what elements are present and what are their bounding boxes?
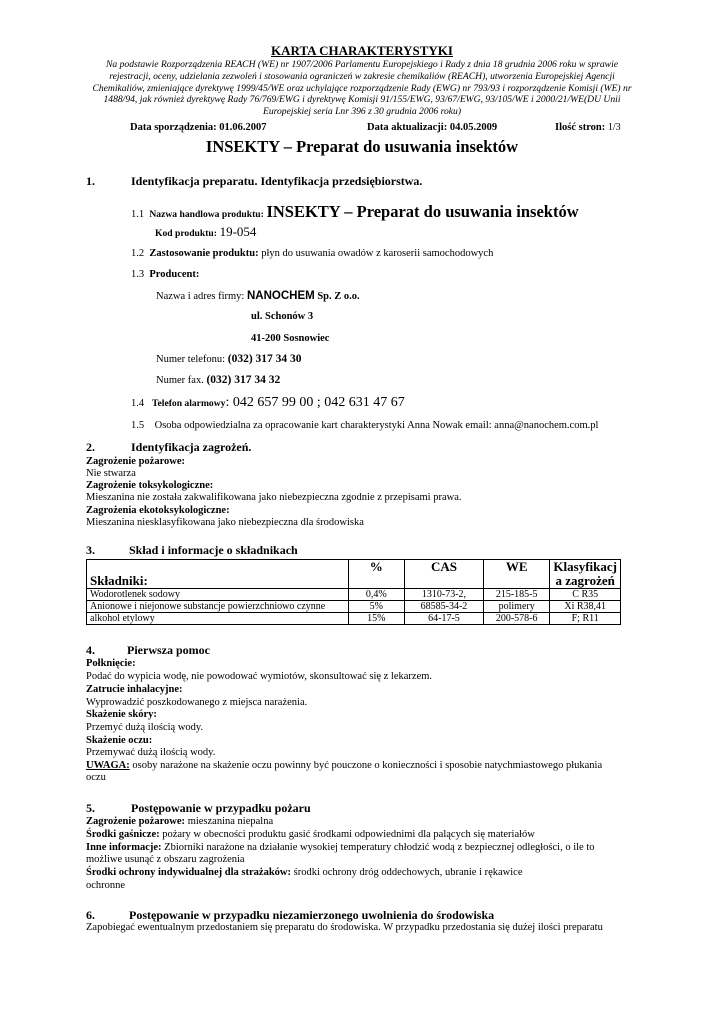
ppe-value: środki ochrony dróg oddechowych, ubranie i rękawice [291, 867, 523, 878]
section-4-title: Pierwsza pomoc [127, 643, 210, 657]
company-brand: NANOCHEM [246, 290, 315, 302]
extinguishing-label: Środki gaśnicze: [86, 829, 160, 840]
tox-hazard-value: Mieszanina nie została zakwalifikowana jako niebezpieczna zgodnie z przepisami prawa. [86, 492, 462, 503]
trade-name-value: INSEKTY – Preparat do usuwania insektów [266, 202, 579, 221]
warning-label: UWAGA: [86, 760, 130, 771]
section-4-number: 4. [86, 643, 95, 657]
company-name [156, 290, 360, 302]
eco-hazard-label: Zagrożenia ekotoksykologiczne: [86, 505, 230, 516]
phone-value: (032) 317 34 30 [227, 353, 302, 365]
cell-class: C R35 [550, 589, 621, 601]
document-title: KARTA CHARAKTERYSTYKI [271, 43, 453, 58]
legal-line: Na podstawie Rozporządzenia REACH (WE) nr 1907/2006 Parlamentu Europejskiego i Rady z dnia 18 grudnia 2006 roku w sprawie [106, 59, 618, 70]
cell-name: alkohol etylowy [87, 613, 349, 625]
tox-hazard-label: Zagrożenie toksykologiczne: [86, 480, 214, 491]
item-num: 1.3 [131, 269, 145, 280]
composition-table [86, 559, 621, 625]
fire-hazard-label: Zagrożenie pożarowe: [86, 456, 186, 467]
cell-cas: 1310-73-2, [404, 589, 483, 601]
date-updated: Data aktualizacji: 04.05.2009 [367, 122, 498, 133]
swallow-value: Podać do wypicia wodę, nie powodować wymiotów, skonsultować się z lekarzem. [86, 671, 433, 682]
phone-label: Numer telefonu: [156, 354, 226, 365]
product-code-label: Kod produktu: [155, 228, 217, 239]
item-1-2 [131, 248, 493, 259]
company-street: ul. Schonów 3 [251, 311, 314, 322]
product-code [155, 224, 256, 240]
warning-text: osoby narażone na skażenie oczu powinny być pouczone o konieczności i sposobie natychmiastowego płukania [129, 760, 603, 771]
legal-basis [90, 59, 634, 118]
trade-name-label: Nazwa handlowa produktu: [149, 209, 264, 220]
section-2-title: Identyfikacja zagrożeń. [131, 440, 252, 454]
section-3-title: Skład i informacje o składnikach [129, 543, 298, 557]
other-info-value: Zbiorniki narażone na działanie wysokiej temperatury chłodzić wodą z bezpiecznej odległości, o ile to [161, 842, 595, 853]
ppe-label: Środki ochrony indywidualnej dla strażaków: [86, 867, 291, 878]
inhalation-label: Zatrucie inhalacyjne: [86, 684, 183, 695]
cell-pct: 5% [348, 601, 404, 613]
table-row [87, 613, 621, 625]
table-row [87, 601, 621, 613]
cell-cas: 68585-34-2 [404, 601, 483, 613]
alarm-phone-label: Telefon alarmowy [152, 398, 226, 409]
section-6-number: 6. [86, 908, 95, 922]
usage-value: płyn do usuwania owadów z karoserii samochodowych [261, 248, 494, 259]
date-created: Data sporządzenia: 01.06.2007 [130, 122, 267, 133]
legal-line: Chemikaliów, zmieniające dyrektywę 1999/45/WE oraz uchylające rozporządzenie Rady (EWG) nr 793/93 i rozporządzenie Komisji (WE) nr [92, 82, 632, 94]
company-city: 41-200 Sosnowiec [251, 333, 330, 344]
page-count-label: Ilość stron: [555, 122, 606, 133]
section-2-number: 2. [86, 440, 95, 454]
cell-name: Wodorotlenek sodowy [87, 589, 349, 601]
legal-line: 1488/94, jak również dyrektywę Rady 76/769/EWG i dyrektywę Komisji 91/155/EWG, 93/67/EWG, 93/105/WE i 2000/21/WE(DU Unii [103, 94, 621, 106]
col-header-cas: CAS [404, 560, 483, 589]
firefighter-ppe [86, 867, 523, 878]
fire-risk-label: Zagrożenie pożarowe: [86, 816, 186, 827]
cell-we: polimery [483, 601, 549, 613]
fax-value: (032) 317 34 32 [206, 374, 281, 386]
other-info-label: Inne informacje: [86, 842, 162, 853]
item-num: 1.1 [131, 209, 145, 220]
table-header-row [87, 560, 621, 589]
warning-note-cont: oczu [86, 772, 106, 783]
fire-hazard-value: Nie stwarza [86, 468, 136, 479]
product-code-value: 19-054 [219, 224, 257, 239]
skin-label: Skażenie skóry: [86, 709, 157, 720]
item-1-4 [131, 395, 405, 411]
legal-line: rejestracji, oceny, udzielania zezwoleń i stosowania ograniczeń w zakresie chemikaliów (REACH), utworzenia Europejskiej Agencji [109, 70, 615, 82]
swallow-label: Połknięcie: [86, 658, 136, 669]
fax-label: Numer fax. [156, 375, 204, 386]
alarm-phone-value: : 042 657 99 00 ; 042 631 47 67 [225, 395, 405, 410]
class-header-line: a zagrożeń [555, 573, 615, 588]
cell-we: 200-578-6 [483, 613, 549, 625]
eco-hazard-value: Mieszanina niesklasyfikowana jako niebezpieczna dla środowiska [86, 517, 364, 528]
fax [156, 374, 280, 386]
other-info [86, 842, 595, 853]
extinguishing-value: pożary w obecności produktu gasić środkami odpowiednimi dla palących się materiałów [159, 829, 535, 840]
section-1-number: 1. [86, 174, 95, 188]
fire-risk [86, 816, 273, 827]
col-header-name: Składniki: [87, 560, 349, 589]
eye-value: Przemywać dużą ilością wody. [86, 747, 216, 758]
cell-cas: 64-17-5 [404, 613, 483, 625]
skin-value: Przemyć dużą ilością wody. [86, 722, 204, 733]
item-1-3 [131, 269, 199, 280]
phone [156, 353, 302, 365]
cell-class: F; R11 [550, 613, 621, 625]
eye-label: Skażenie oczu: [86, 735, 153, 746]
item-num: 1.5 [131, 420, 145, 431]
section-5-number: 5. [86, 801, 95, 815]
class-header-line: Klasyfikacj [553, 559, 617, 574]
section-3-number: 3. [86, 543, 95, 557]
section-6-text: Zapobiegać ewentualnym przedostaniem się preparatu do środowiska. W przypadku przedostania się dużej ilości preparatu [86, 922, 603, 933]
section-1-title: Identyfikacja preparatu. Identyfikacja przedsiębiorstwa. [131, 174, 423, 188]
cell-class: Xi R38,41 [550, 601, 621, 613]
product-subtitle: INSEKTY – Preparat do usuwania insektów [205, 137, 519, 156]
table-row [87, 589, 621, 601]
legal-line: Europejskiej seria Lnr 396 z 30 grudnia 2006 roku) [262, 106, 462, 118]
company-label: Nazwa i adres firmy: [156, 291, 245, 302]
cell-pct: 15% [348, 613, 404, 625]
fire-risk-value: mieszanina niepalna [185, 816, 274, 827]
inhalation-value: Wyprowadzić poszkodowanego z miejsca narażenia. [86, 697, 308, 708]
section-6-title: Postępowanie w przypadku niezamierzonego uwolnienia do środowiska [129, 908, 495, 922]
item-num: 1.4 [131, 398, 145, 409]
producer-label: Producent: [149, 269, 200, 280]
company-suffix: Sp. Z o.o. [317, 291, 360, 302]
cell-name: Anionowe i niejonowe substancje powierzchniowo czynne [87, 601, 349, 613]
item-1-5 [131, 420, 598, 431]
item-1-1 [131, 202, 579, 222]
warning-note [86, 760, 602, 771]
responsible-person: Osoba odpowiedzialna za opracowanie kart charakterystyki Anna Nowak email: anna@nanochem.com.pl [154, 420, 599, 431]
col-header-pct: % [348, 560, 404, 589]
page-count-value: 1/3 [607, 122, 621, 133]
section-5-title: Postępowanie w przypadku pożaru [131, 801, 311, 815]
page-count [555, 122, 621, 133]
col-header-class [550, 560, 621, 589]
col-header-we: WE [483, 560, 549, 589]
cell-we: 215-185-5 [483, 589, 549, 601]
cell-pct: 0,4% [348, 589, 404, 601]
usage-label: Zastosowanie produktu: [149, 248, 259, 259]
ppe-cont: ochronne [86, 880, 126, 891]
extinguishing-media [86, 829, 535, 840]
other-info-cont: możliwe usunąć z obszaru zagrożenia [86, 854, 245, 865]
item-num: 1.2 [131, 248, 145, 259]
